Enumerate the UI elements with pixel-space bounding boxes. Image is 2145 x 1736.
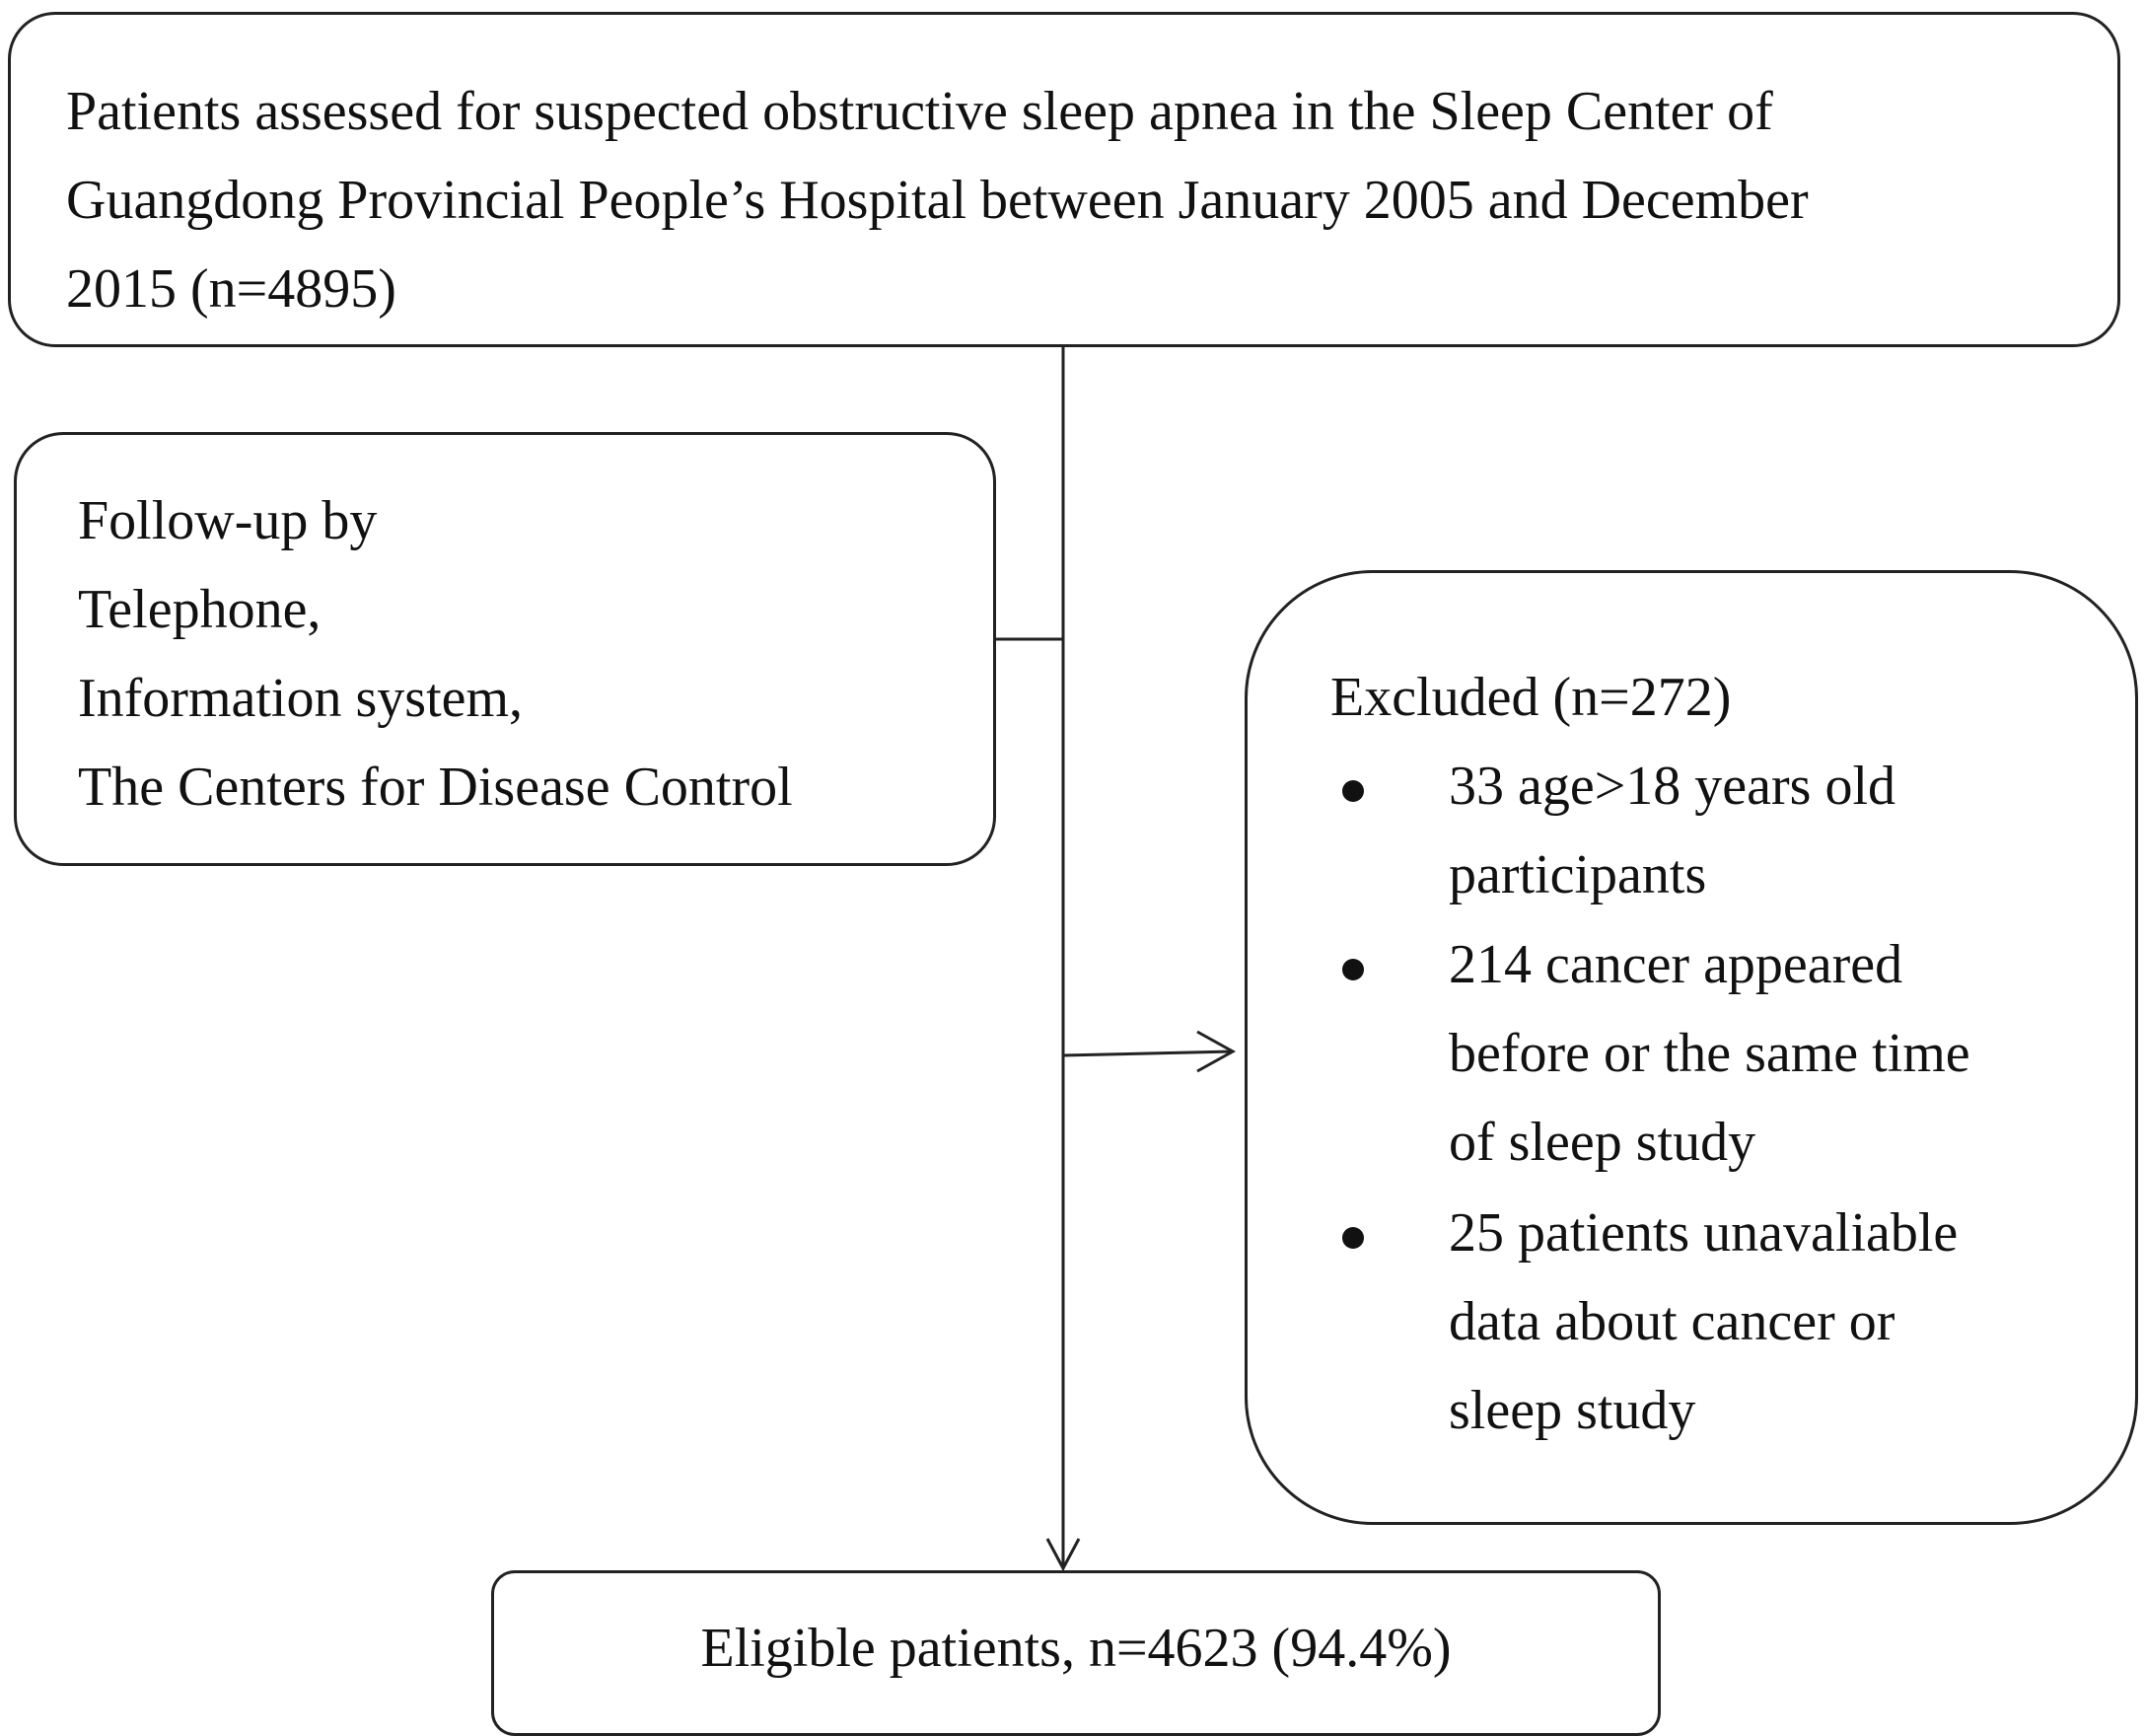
excluded-item-3-line-1: 25 patients unavaliable (1449, 1202, 1959, 1264)
excluded-item-1-line-1: 33 age>18 years old (1449, 756, 1896, 817)
excluded-item-1 (1449, 742, 1895, 919)
arrowhead-eligible (1047, 1539, 1079, 1568)
follow-up-line-4: The Centers for Disease Control (78, 757, 793, 818)
excluded-item-3 (1449, 1189, 1958, 1455)
box-eligible-patients (491, 1570, 1661, 1736)
excluded-connector (1063, 1051, 1233, 1055)
excluded-item-2-line-3: of sleep study (1449, 1112, 1756, 1173)
excluded-item-3-line-2: data about cancer or (1449, 1291, 1895, 1352)
box-follow-up (14, 432, 996, 866)
follow-up-line-2: Telephone, (78, 579, 322, 640)
patients-assessed-line-3: 2015 (n=4895) (66, 258, 396, 320)
bullet-icon (1342, 1227, 1364, 1249)
excluded-item-1-line-2: participants (1449, 844, 1707, 905)
bullet-icon (1342, 780, 1364, 802)
excluded-item-2-line-2: before or the same time (1449, 1023, 1970, 1084)
patients-assessed-line-2: Guangdong Provincial People’s Hospital between January 2005 and December (66, 170, 1809, 231)
arrowhead-excluded (1197, 1032, 1233, 1071)
follow-up-line-3: Information system, (78, 668, 524, 729)
excluded-item-3-line-3: sleep study (1449, 1380, 1696, 1441)
excluded-title: Excluded (n=272) (1330, 667, 1732, 728)
excluded-item-2-line-1: 214 cancer appeared (1449, 934, 1903, 995)
follow-up-text (78, 476, 793, 832)
excluded-item-2 (1449, 920, 1970, 1187)
bullet-icon (1342, 959, 1364, 980)
box-patients-assessed (8, 12, 2120, 347)
box-excluded (1245, 570, 2138, 1525)
follow-up-line-1: Follow-up by (78, 490, 378, 551)
patients-assessed-line-1: Patients assessed for suspected obstructive sleep apnea in the Sleep Center of (66, 81, 1773, 142)
eligible-patients-label: Eligible patients, n=4623 (94.4%) (700, 1618, 1452, 1679)
patients-assessed-text (66, 67, 1809, 333)
